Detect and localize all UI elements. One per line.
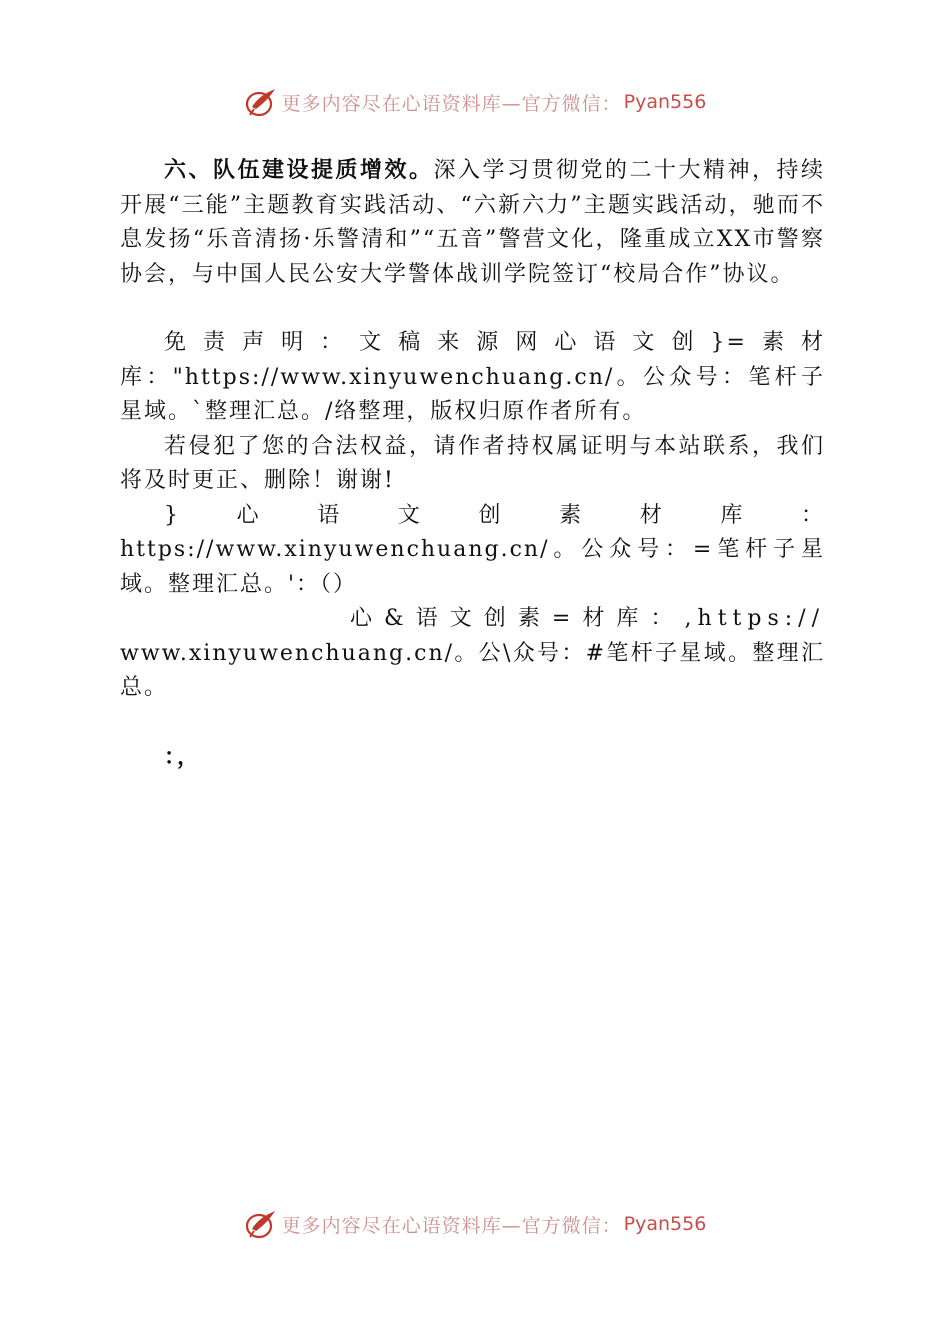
document-body <box>120 153 825 774</box>
banner-text: 更多内容尽在心语资料库—官方微信： <box>281 1214 622 1237</box>
banner-wechat-id: Pyan556 <box>623 91 707 113</box>
section-6-body: 深入学习贯彻党的二十大精神，持续开展“三能”主题教育实践活动、“六新六力”主题实践活动，驰而不息发扬“乐音清扬·乐警清和”“五音”警营文化，隆重成立XX市警察协会，与中国人民公安大学警体战训学院签订“校局合作”协议。 <box>120 158 825 287</box>
section-6-paragraph <box>120 153 825 292</box>
source-library-paragraph: }心语文创素材库：https://www.xinyuwenchuang.cn/。公众号：=笔杆子星域。整理汇总。'：（） <box>120 502 825 597</box>
header-watermark-banner <box>0 82 950 122</box>
footer-watermark-banner <box>0 1204 950 1244</box>
source-library-line-2: www.xinyuwenchuang.cn/。公\众号：#笔杆子星域。整理汇总。 <box>120 640 825 700</box>
section-6-heading: 六、队伍建设提质增效。 <box>164 157 434 183</box>
source-library-line <box>120 602 825 637</box>
end-punctuation: ：， <box>164 743 202 770</box>
disclaimer-paragraph: 免责声明：文稿来源网心语文创}=素材库："https://www.xinyuwenchuang.cn/。公众号：笔杆子星域。`整理汇总。/络整理，版权归原作者所有。 <box>120 330 825 424</box>
infringement-notice-paragraph: 若侵犯了您的合法权益，请作者持权属证明与本站联系，我们将及时更正、删除！谢谢! <box>120 433 825 493</box>
source-library-line-1: 心&语文创素=材库：,https:// <box>350 606 825 631</box>
leaf-pen-logo-icon <box>244 1207 278 1241</box>
leaf-pen-logo-icon <box>244 85 278 119</box>
banner-wechat-id: Pyan556 <box>623 1213 707 1235</box>
banner-text: 更多内容尽在心语资料库—官方微信： <box>281 92 622 115</box>
